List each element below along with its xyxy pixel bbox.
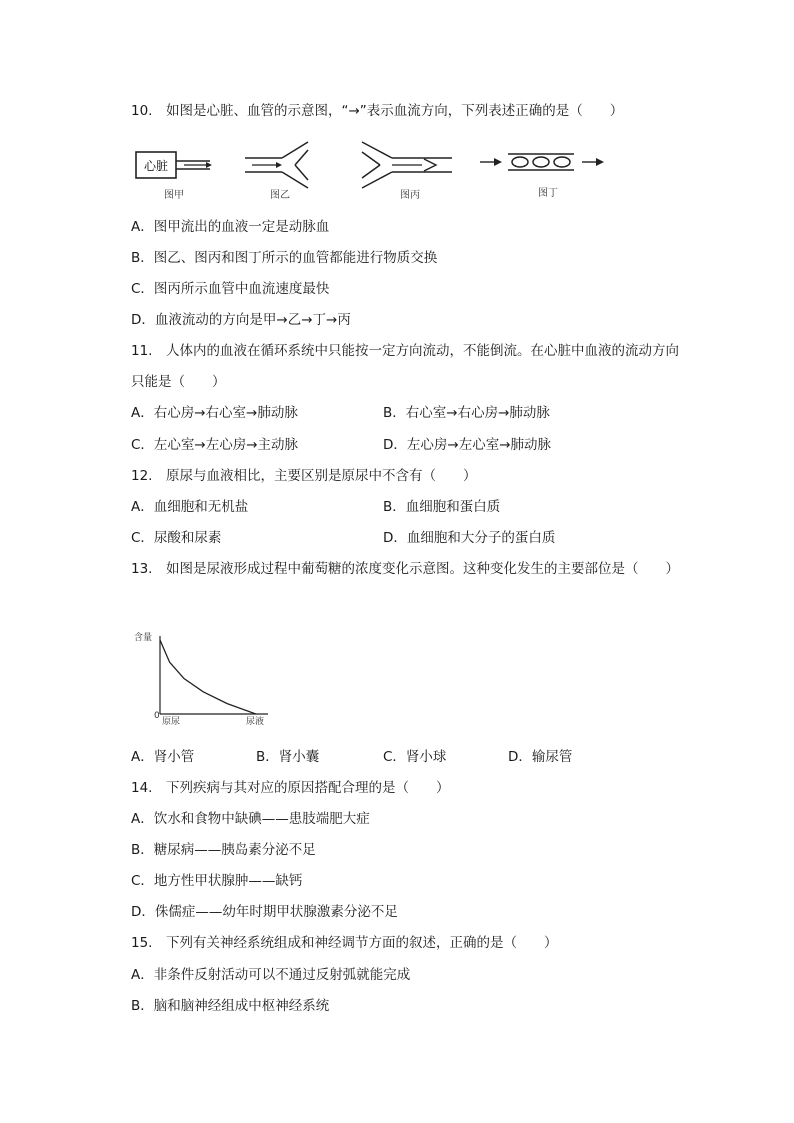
q14-option-c: C．地方性甲状腺肿——缺钙: [131, 873, 303, 889]
q15-stem: 15. 下列有关神经系统组成和神经调节方面的叙述，正确的是（ ）: [131, 935, 558, 951]
q10-option-c: C．图丙所示血管中血流速度最快: [131, 281, 330, 297]
figure-label-jia: 图甲: [164, 190, 184, 201]
heart-box-label: 心脏: [143, 159, 169, 173]
chart-x-end-label: 尿液: [246, 717, 265, 727]
q14-option-d: D．侏儒症——幼年时期甲状腺激素分泌不足: [131, 904, 398, 920]
q11-option-c: C．左心室→左心房→主动脉: [131, 437, 299, 453]
q14-option-a: A．饮水和食物中缺碘——患肢端肥大症: [131, 811, 370, 827]
q13-option-a: A．肾小管: [131, 749, 195, 765]
figure-ding: [480, 154, 604, 199]
q12-stem: 12. 原尿与血液相比，主要区别是原尿中不含有（ ）: [131, 468, 477, 484]
q11-option-a: A．右心房→右心室→肺动脉: [131, 405, 298, 421]
q12-option-a: A．血细胞和无机盐: [131, 499, 249, 515]
q10-option-a: A．图甲流出的血液一定是动脉血: [131, 219, 330, 235]
q13-option-b: B．肾小囊: [256, 749, 320, 765]
q13-stem: 13. 如图是尿液形成过程中葡萄糖的浓度变化示意图。这种变化发生的主要部位是（ ）: [131, 561, 679, 577]
q12-option-b: B．血细胞和蛋白质: [383, 499, 501, 515]
figure-bing: [362, 142, 452, 201]
q14-option-b: B．糖尿病——胰岛素分泌不足: [131, 842, 316, 858]
chart-x-start-label: 原尿: [162, 717, 181, 727]
figure-label-yi: 图乙: [270, 190, 290, 201]
q12-option-c: C．尿酸和尿素: [131, 530, 222, 546]
q11-stem-line2: 只能是（ ）: [131, 374, 226, 390]
q10-option-b: B．图乙、图丙和图丁所示的血管都能进行物质交换: [131, 250, 438, 266]
q10-figure: [130, 138, 620, 204]
q13-glucose-chart: [132, 626, 282, 732]
chart-series-line: [160, 640, 256, 714]
chart-ylabel: 含量: [134, 633, 153, 643]
q15-option-b: B．脑和脑神经组成中枢神经系统: [131, 998, 330, 1014]
q14-stem: 14. 下列疾病与其对应的原因搭配合理的是（ ）: [131, 780, 450, 796]
q15-option-a: A．非条件反射活动可以不通过反射弧就能完成: [131, 967, 411, 983]
q11-option-b: B．右心室→右心房→肺动脉: [383, 405, 550, 421]
q11-option-d: D．左心房→左心室→肺动脉: [383, 437, 552, 453]
chart-origin-label: 0: [154, 711, 160, 721]
q13-option-d: D．输尿管: [508, 749, 573, 765]
figure-yi: [245, 142, 308, 201]
q12-option-d: D．血细胞和大分子的蛋白质: [383, 530, 556, 546]
q11-stem-line1: 11. 人体内的血液在循环系统中只能按一定方向流动，不能倒流。在心脏中血液的流动方向: [131, 343, 679, 359]
q10-stem: 10. 如图是心脏、血管的示意图，“→”表示血流方向，下列表述正确的是（ ）: [131, 103, 624, 119]
figure-label-bing: 图丙: [400, 190, 420, 201]
figure-label-ding: 图丁: [538, 188, 558, 199]
q13-option-c: C．肾小球: [383, 749, 447, 765]
q10-option-d: D．血液流动的方向是甲→乙→丁→丙: [131, 312, 351, 328]
figure-jia: [136, 152, 212, 201]
